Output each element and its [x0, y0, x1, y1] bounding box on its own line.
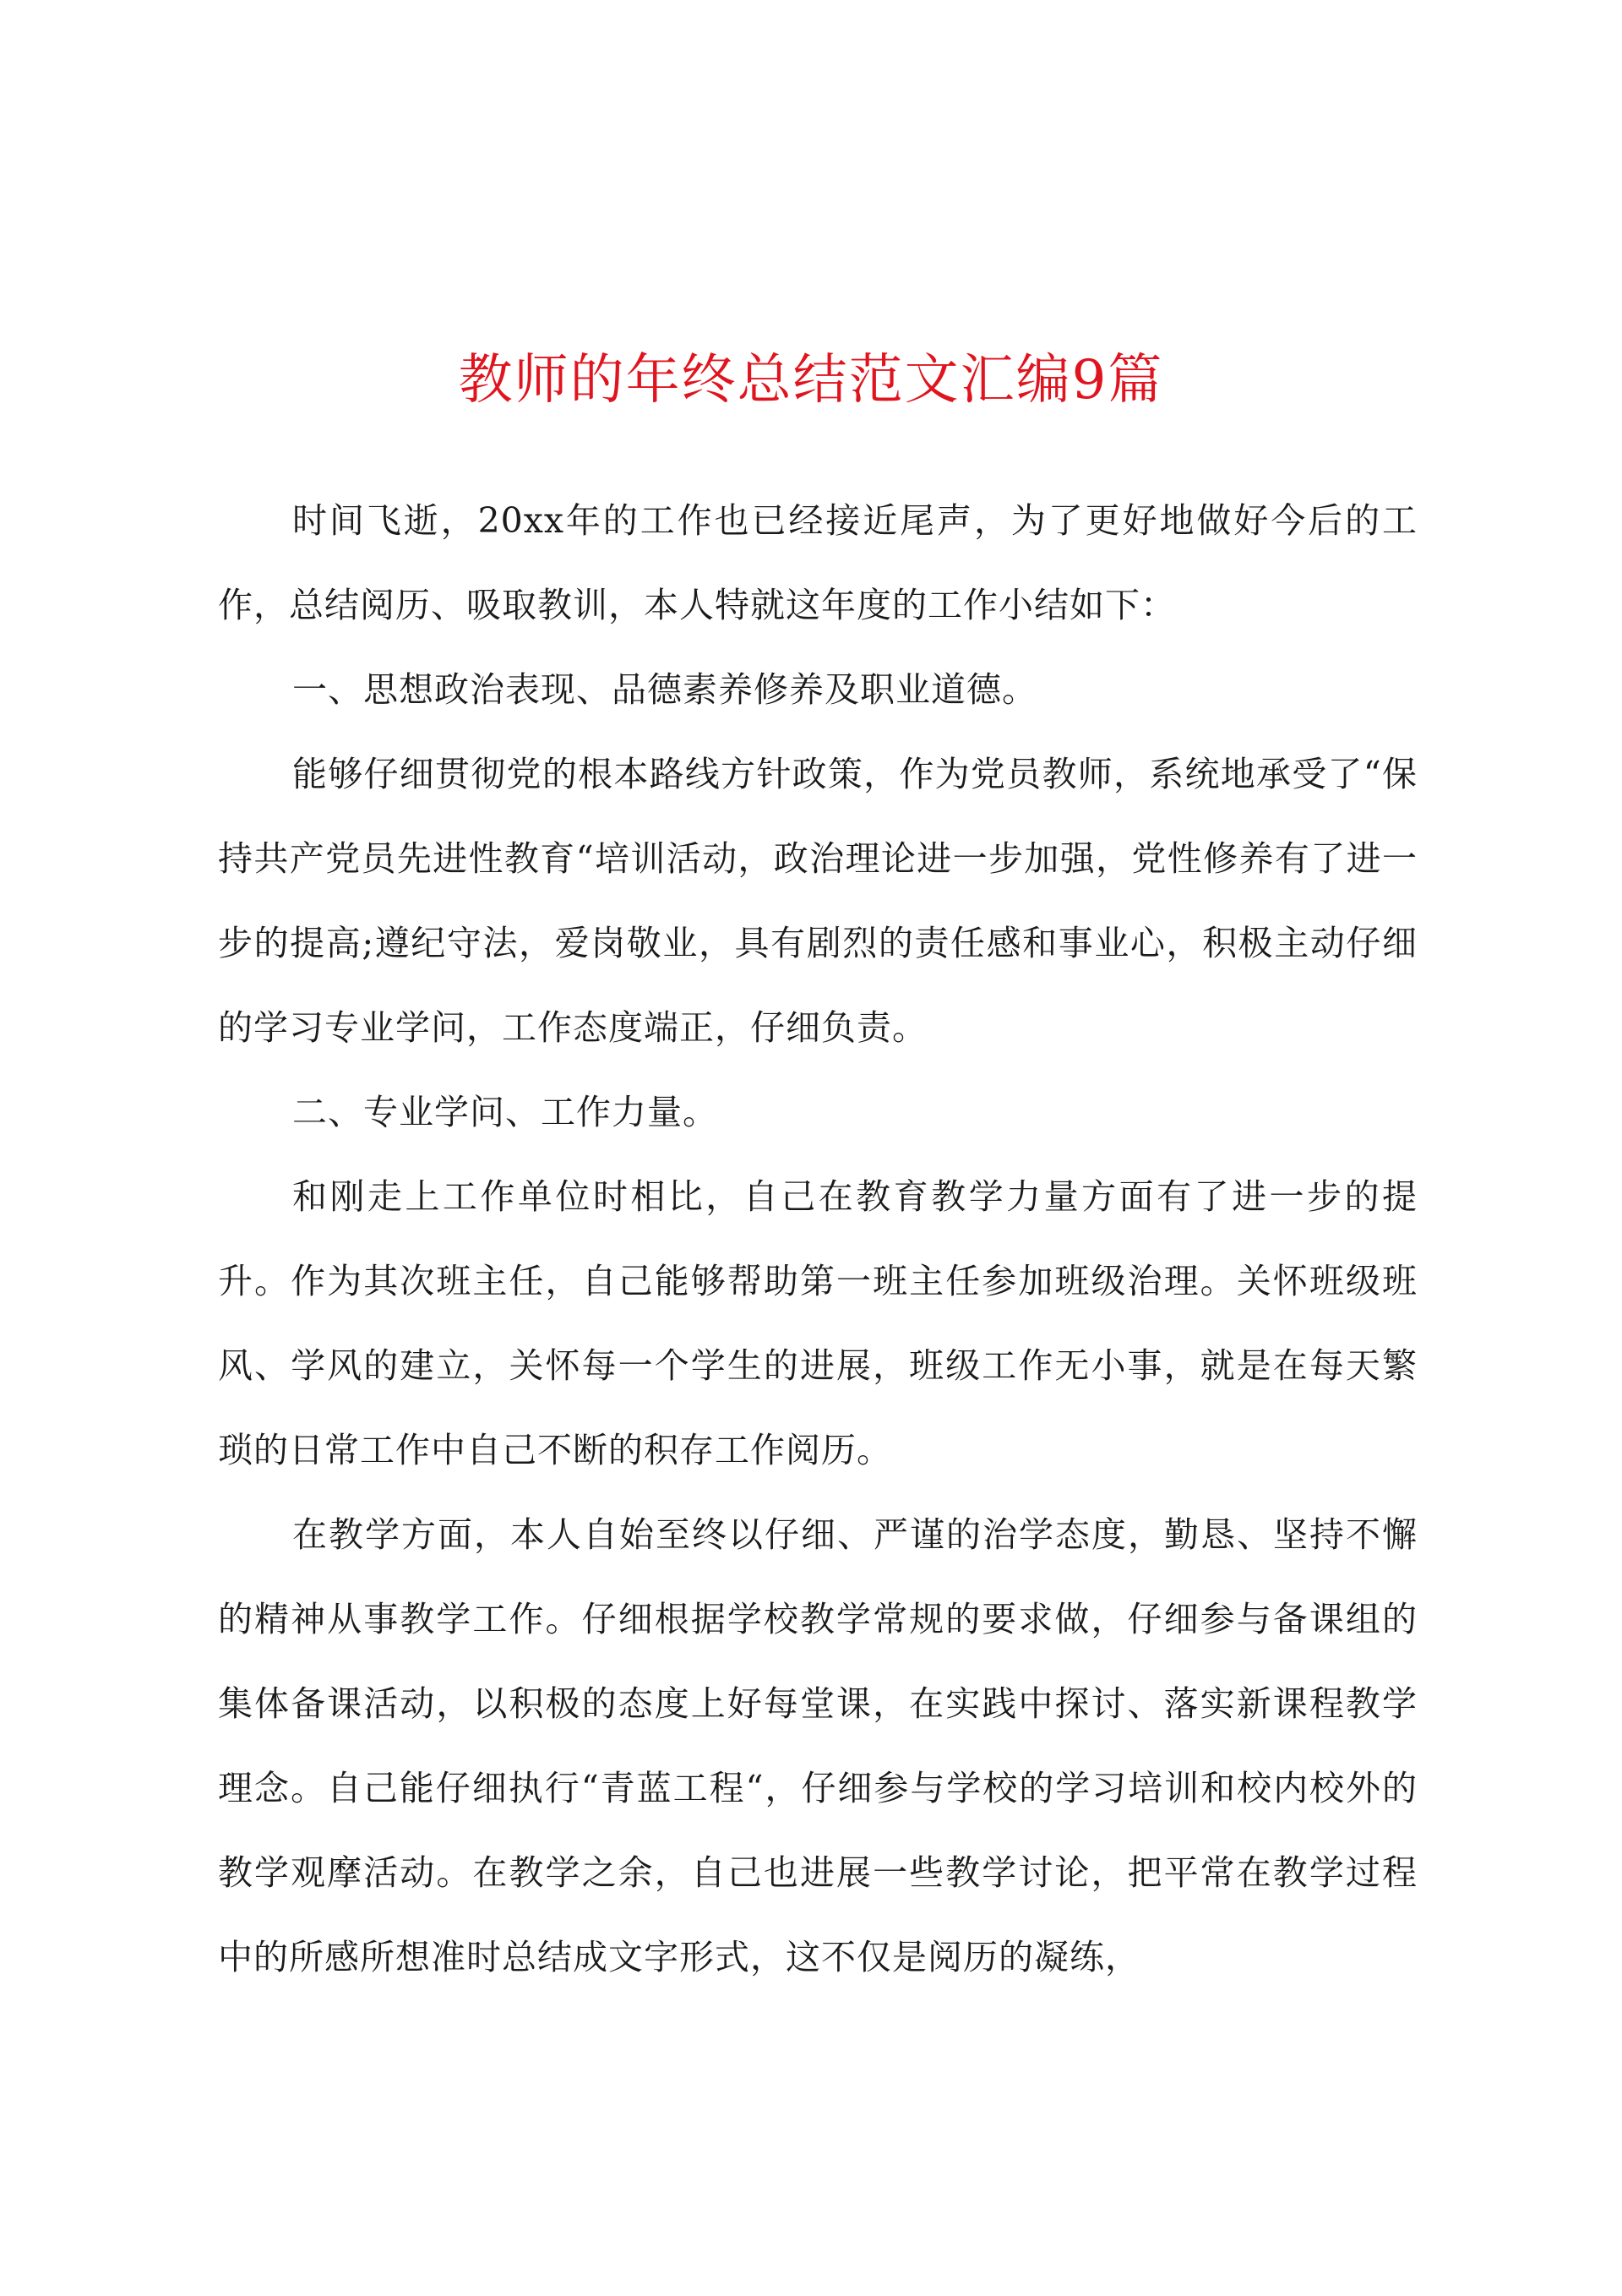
section-heading-1: 一、思想政治表现、品德素养修养及职业道德。 [292, 669, 1037, 710]
paragraph-politics: 能够仔细贯彻党的根本路线方针政策，作为党员教师，系统地承受了“保持共产党员先进性教育“培训活动，政治理论进一步加强，党性修养有了进一步的提高;遵纪守法，爱岗敬业，具有剧烈的责任感和事业心，积极主动仔细的学习专业学问，工作态度端正，仔细负责。 [218, 754, 1418, 1048]
paragraph-intro: 时间飞逝，20xx年的工作也已经接近尾声，为了更好地做好今后的工作，总结阅历、吸取教训，本人特就这年度的工作小结如下： [218, 500, 1418, 625]
paragraph-teaching-ability: 和刚走上工作单位时相比，自己在教育教学力量方面有了进一步的提升。作为其次班主任，自己能够帮助第一班主任参加班级治理。关怀班级班风、学风的建立，关怀每一个学生的进展，班级工作无小事，就是在每天繁琐的日常工作中自己不断的积存工作阅历。 [218, 1176, 1418, 1470]
paragraph-teaching-practice: 在教学方面，本人自始至终以仔细、严谨的治学态度，勤恳、坚持不懈的精神从事教学工作。仔细根据学校教学常规的要求做，仔细参与备课组的集体备课活动，以积极的态度上好每堂课，在实践中探讨、落实新课程教学理念。自己能仔细执行“青蓝工程“，仔细参与学校的学习培训和校内校外的教学观摩活动。在教学之余，自己也进展一些教学讨论，把平常在教学过程中的所感所想准时总结成文字形式，这不仅是阅历的凝练， [218, 1514, 1418, 1977]
section-heading-2: 二、专业学问、工作力量。 [292, 1092, 718, 1132]
document-title: 教师的年终总结范文汇编9篇 [458, 349, 1164, 412]
document-body [218, 478, 1418, 1999]
